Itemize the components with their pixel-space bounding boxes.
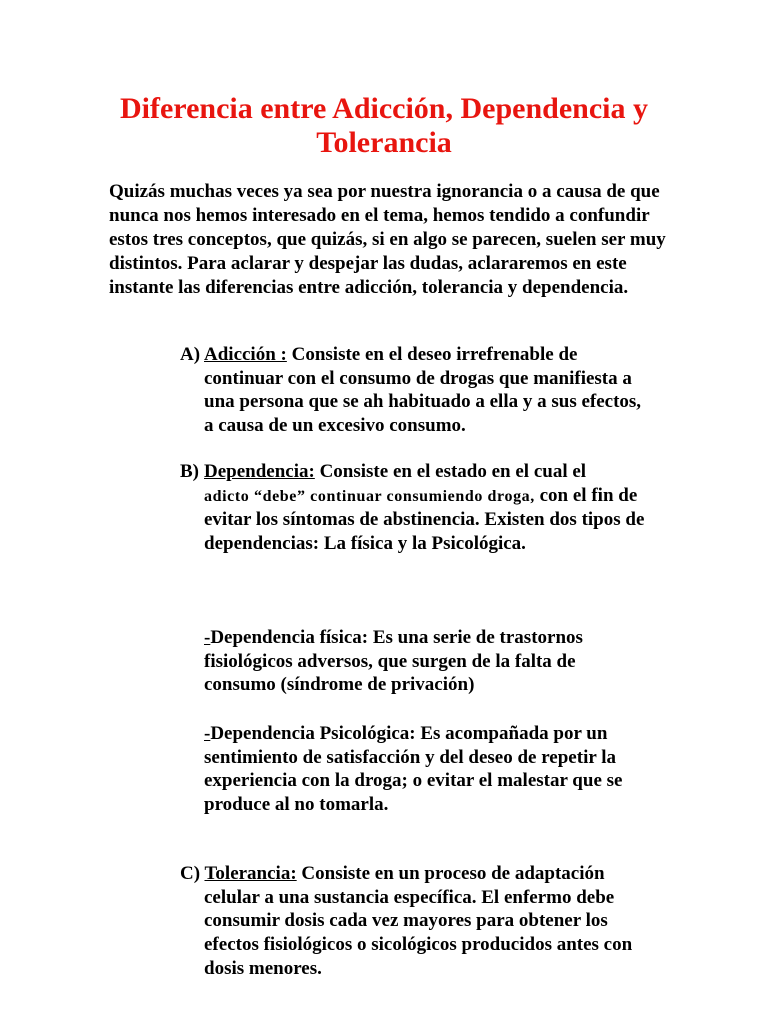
subitem-dash: - — [204, 723, 211, 744]
definition-adiccion: Consiste en el deseo irrefrenable de continuar con el consumo de drogas que manifiesta a una persona que se ah habituado a ella y a sus efectos, a causa de un excesivo consumo. — [204, 344, 642, 437]
subitem-dash: - — [204, 627, 211, 648]
definition-tolerancia-line1: Consiste en un proceso de adaptación — [296, 863, 605, 884]
list-item-tolerancia — [180, 862, 660, 982]
list-marker: A) — [180, 344, 201, 365]
subitem-dependencia-fisica — [204, 626, 644, 697]
list-marker: C) — [180, 863, 201, 884]
list-item-body — [204, 460, 664, 556]
definition-dependencia-small: adicto “debe” continuar consumiendo droga, — [204, 487, 535, 505]
list-item-adiccion — [180, 343, 650, 439]
subitem-text: Dependencia física: Es una serie de trastornos fisiológicos adversos, que surgen de la falta de consumo (síndrome de privación) — [204, 627, 583, 696]
list-marker: B) — [180, 461, 199, 482]
definition-tolerancia-rest: celular a una sustancia específica. El enfermo debe consumir dosis cada vez mayores para obtener los efectos fisiológicos o sicológicos producidos antes con dosis menores. — [204, 886, 633, 979]
definition-dependencia-line1: Consiste en el estado en el cual el — [314, 461, 587, 482]
list-item-first-line — [180, 862, 660, 886]
intro-paragraph: Quizás muchas veces ya sea por nuestra ignorancia o a causa de que nunca nos hemos interesado en el tema, hemos tendido a confundir estos tres conceptos, que quizás, si en algo se parecen, suelen ser muy distintos. Para aclarar y despejar las dudas, aclararemos en este instante las diferencias entre adicción, tolerancia y dependencia. — [109, 181, 666, 298]
list-item-dependencia — [180, 460, 660, 580]
term-tolerancia: Tolerancia: — [204, 863, 297, 884]
definition-dependencia-rest: con el fin de evitar los síntomas de abstinencia. Existen dos tipos de dependencias: La física y la Psicológica. — [204, 484, 645, 555]
page-title — [60, 92, 708, 160]
subitem-text: Dependencia Psicológica: Es acompañada por un sentimiento de satisfacción y del deseo de repetir la experiencia con la droga; o evitar el malestar que se produce al no tomarla. — [204, 723, 623, 816]
term-adiccion: Adicción : — [204, 344, 287, 365]
subitem-dependencia-psicologica — [204, 722, 644, 817]
list-item-body — [204, 343, 654, 438]
title-line-2: Tolerancia — [316, 126, 452, 159]
title-line-1: Diferencia entre Adicción, Dependencia y — [120, 92, 648, 125]
term-dependencia: Dependencia: — [204, 461, 315, 482]
